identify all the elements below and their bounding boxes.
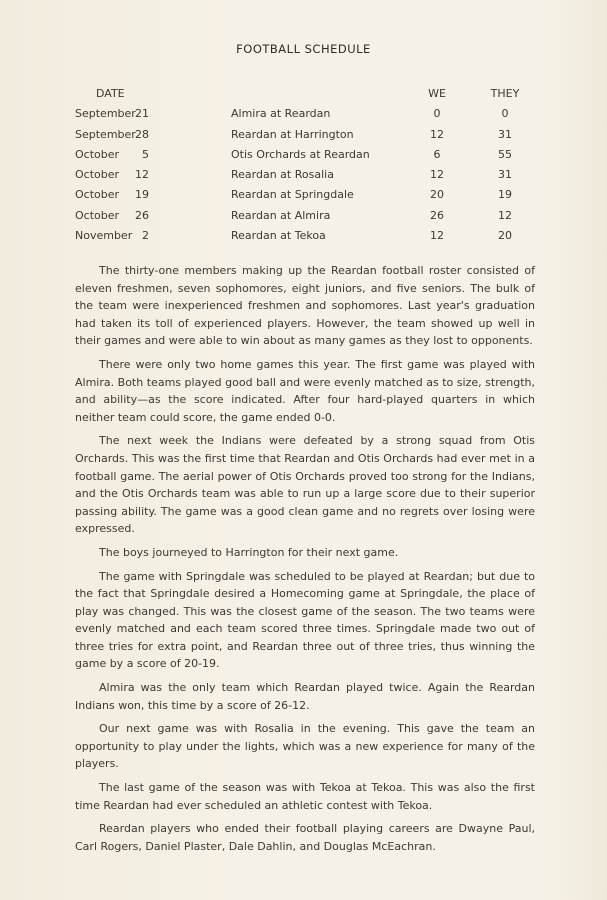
score-we: 12 [430,229,444,242]
score-we: 12 [430,128,444,141]
game-month: October [75,168,120,181]
score-we: 12 [430,168,444,181]
game-date [75,148,149,161]
score-they: 20 [498,229,512,242]
schedule-row [0,229,607,245]
game-date [75,209,149,222]
schedule-row [0,209,607,225]
header-date: DATE [96,87,125,100]
game-matchup: Otis Orchards at Reardan [231,148,370,161]
score-they: 19 [498,188,512,201]
score-we: 20 [430,188,444,201]
paragraph: Our next game was with Rosalia in the evening. This gave the team an opportunity to play under the lights, which was a new experience for many of the players. [75,722,535,771]
game-matchup: Reardan at Almira [231,209,331,222]
game-month: October [75,209,120,222]
paragraph: There were only two home games this year. The first game was played with Almira. Both teams played good ball and were evenly matched as to size, strength, and ability—as the score indicated. After four hard-played quarters in which neither team could score, the game ended 0-0. [75,357,535,424]
schedule-row [0,148,607,164]
paragraph: The last game of the season was with Tekoa at Tekoa. This was also the first time Reardan had ever scheduled an athletic contest with Tekoa. [75,781,535,812]
paragraph: The game with Springdale was scheduled to be played at Reardan; but due to the fact that Springdale desired a Homecoming game at Springdale, the place of play was changed. This was the closest game of the season. The two teams were evenly matched and each team scored three times. Springdale made two out of three tries for extra point, and Reardan three out of three tries, thus winning the game by a score of 20-19. [75,569,535,671]
game-matchup: Reardan at Harrington [231,128,354,141]
score-they: 31 [498,128,512,141]
score-they: 55 [498,148,512,161]
paragraph: Reardan players who ended their football playing careers are Dwayne Paul, Carl Rogers, Daniel Plaster, Dale Dahlin, and Douglas McEachran. [75,822,535,853]
paragraph: Almira was the only team which Reardan played twice. Again the Reardan Indians won, this time by a score of 26-12. [75,681,535,712]
game-matchup: Reardan at Springdale [231,188,354,201]
header-we: WE [428,87,446,100]
paragraph: The next week the Indians were defeated by a strong squad from Otis Orchards. This was the first time that Reardan and Otis Orchards had ever met in a football game. The aerial power of Otis Orchards proved too strong for the Indians, and the Otis Orchards team was able to run up a large score due to their superior passing ability. The game was a good clean game and no regrets over losing were expressed. [75,434,535,536]
game-day: 26 [135,209,149,222]
game-day: 21 [135,107,149,120]
game-day: 19 [135,188,149,201]
schedule-row [0,188,607,204]
game-month: October [75,188,120,201]
score-we: 6 [433,148,441,161]
game-date [75,128,149,141]
game-day: 12 [135,168,149,181]
game-month: September [75,128,136,141]
paragraph: The thirty-one members making up the Reardan football roster consisted of eleven freshmen, seven sophomores, eight juniors, and five seniors. The bulk of the team were inexperienced freshmen and sophomores. Last year's graduation had taken its toll of experienced players. However, the team showed up well in their games and were able to win about as many games as they lost to opponents. [75,264,535,348]
game-month: November [75,229,133,242]
game-date [75,188,149,201]
score-we: 26 [430,209,444,222]
schedule-row [0,168,607,184]
game-month: October [75,148,120,161]
schedule-header [0,87,607,103]
header-they: THEY [490,87,520,100]
game-date [75,229,149,242]
score-they: 31 [498,168,512,181]
game-matchup: Reardan at Tekoa [231,229,326,242]
schedule-row [0,128,607,144]
article-body [75,262,535,861]
score-we: 0 [433,107,441,120]
game-matchup: Reardan at Rosalia [231,168,334,181]
schedule-row [0,107,607,123]
game-day: 5 [142,148,149,161]
score-they: 0 [501,107,509,120]
game-date [75,168,149,181]
game-date [75,107,149,120]
game-matchup: Almira at Reardan [231,107,331,120]
game-month: September [75,107,136,120]
game-day: 28 [135,128,149,141]
score-they: 12 [498,209,512,222]
game-day: 2 [142,229,149,242]
page-title: FOOTBALL SCHEDULE [236,42,371,56]
paragraph: The boys journeyed to Harrington for their next game. [99,545,399,559]
